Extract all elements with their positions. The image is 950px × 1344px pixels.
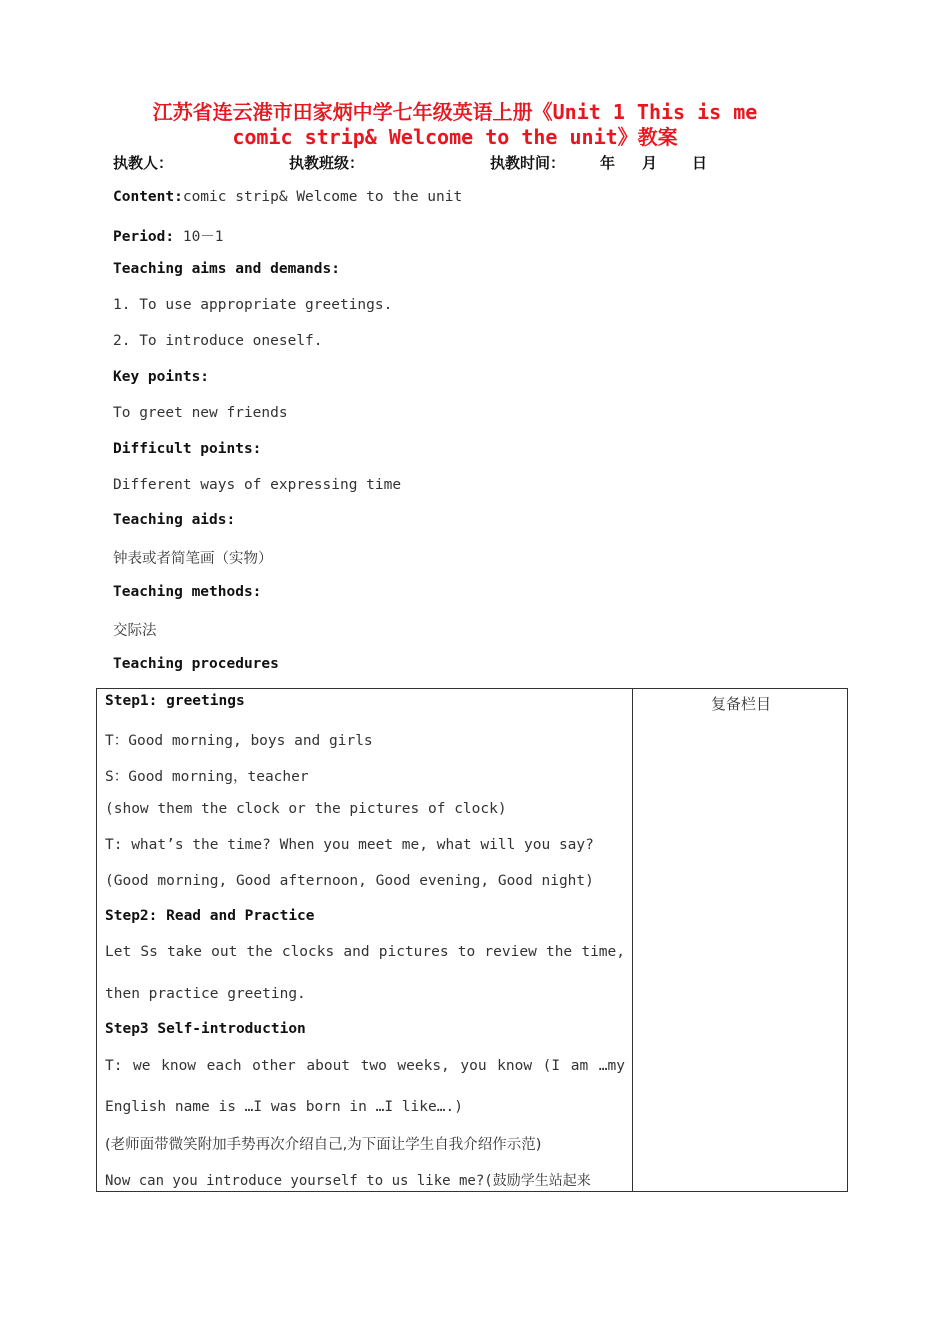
year-label: 年 — [600, 154, 616, 172]
review-column-header: 复备栏目 — [710, 695, 771, 713]
step3-line-1: T: we know each other about two weeks, you know (I am …my — [105, 1058, 625, 1074]
time-label: 执教时间： — [490, 154, 566, 172]
teaching-aids-value: 钟表或者简笔画（实物） — [113, 551, 273, 567]
class-label: 执教班级： — [289, 154, 365, 172]
step3-line-3: (老师面带微笑附加手势再次介绍自己,为下面让学生自我介绍作示范) — [105, 1137, 542, 1153]
procedure-table — [96, 688, 848, 1192]
step1-line-1: T：Good morning, boys and girls — [105, 733, 373, 749]
difficult-points-value: Different ways of expressing time — [113, 477, 402, 493]
teaching-methods-value: 交际法 — [113, 623, 157, 639]
content-value: comic strip& Welcome to the unit — [182, 189, 463, 205]
month-label: 月 — [642, 154, 658, 172]
aim-item-2: 2. To introduce oneself. — [113, 333, 323, 349]
step2-line-1: Let Ss take out the clocks and pictures to review the time, — [105, 944, 625, 960]
step1-line-5: (Good morning, Good afternoon, Good evening, Good night) — [105, 873, 594, 889]
doc-title-line1: 江苏省连云港市田家炳中学七年级英语上册《Unit 1 This is me — [152, 100, 758, 124]
difficult-points-heading: Difficult points: — [113, 441, 262, 457]
step1-line-4: T: what’s the time? When you meet me, what will you say? — [105, 837, 594, 853]
teaching-methods-heading: Teaching methods: — [113, 584, 262, 600]
day-label: 日 — [692, 154, 708, 172]
period-value: 10－1 — [182, 229, 224, 245]
column-divider — [632, 689, 633, 1191]
teaching-aids-heading: Teaching aids: — [113, 512, 236, 528]
step1-title: Step1: greetings — [105, 693, 245, 709]
content-label: Content: — [113, 189, 183, 205]
step1-line-2: S：Good morning，teacher — [105, 769, 309, 785]
teacher-label: 执教人： — [113, 154, 174, 172]
step3-line-4: Now can you introduce yourself to us like me?(鼓励学生站起来 — [105, 1173, 591, 1189]
step2-line-2: then practice greeting. — [105, 986, 306, 1002]
aims-heading: Teaching aims and demands: — [113, 261, 340, 277]
procedures-heading: Teaching procedures — [113, 656, 279, 672]
aim-item-1: 1. To use appropriate greetings. — [113, 297, 393, 313]
doc-title-line2: comic strip& Welcome to the unit》教案 — [232, 125, 678, 149]
period-label: Period: — [113, 229, 175, 245]
content-line — [113, 189, 462, 205]
key-points-value: To greet new friends — [113, 405, 288, 421]
step3-line-2: English name is …I was born in …I like….) — [105, 1099, 463, 1115]
period-line — [113, 225, 224, 246]
key-points-heading: Key points: — [113, 369, 210, 385]
step3-title: Step3 Self-introduction — [105, 1021, 306, 1037]
step2-title: Step2: Read and Practice — [105, 908, 315, 924]
step1-line-3: (show them the clock or the pictures of clock) — [105, 801, 507, 817]
